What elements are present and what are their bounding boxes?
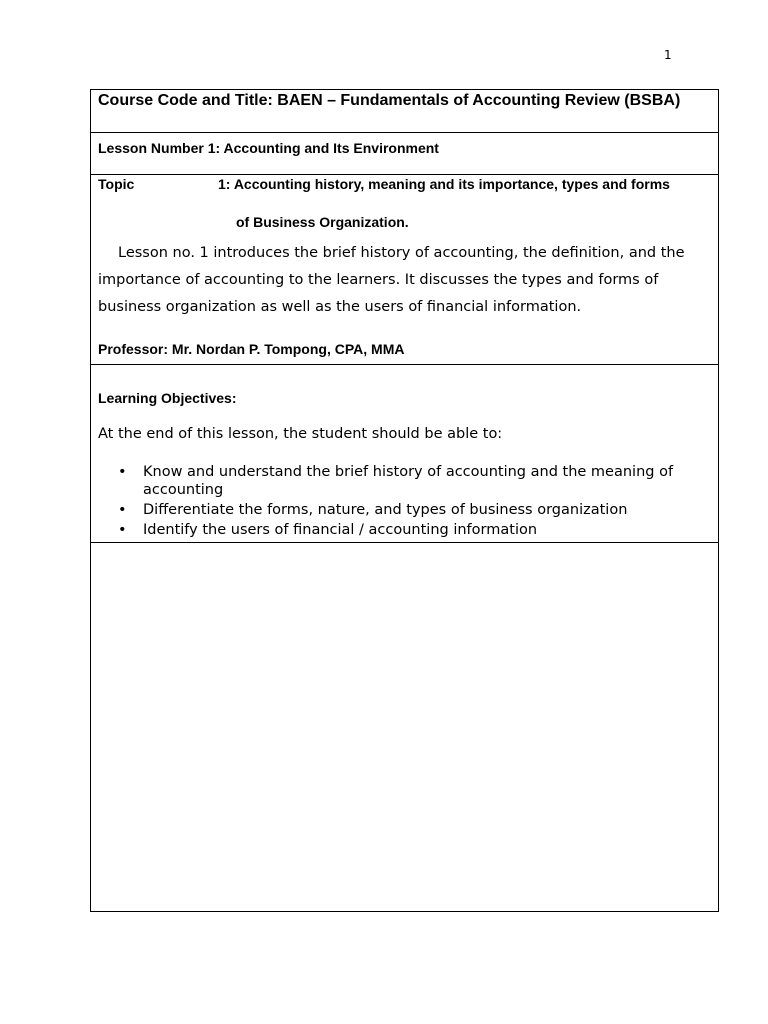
topic-label: Topic [98, 176, 135, 192]
topic-title-line-1: 1: Accounting history, meaning and its importance, types and forms [218, 176, 670, 192]
professor-name: Professor: Mr. Nordan P. Tompong, CPA, MMA [98, 341, 405, 357]
objectives-lead: At the end of this lesson, the student should be able to: [98, 426, 503, 442]
objectives-list [98, 463, 714, 541]
bullet-icon: • [118, 464, 127, 480]
list-item [98, 501, 714, 519]
empty-content-row [91, 542, 718, 911]
list-item [98, 521, 714, 539]
objective-text: Know and understand the brief history of accounting and the meaning of accounting [143, 464, 674, 498]
page-number: 1 [664, 48, 672, 62]
course-title: Course Code and Title: BAEN – Fundamentals of Accounting Review (BSBA) [98, 92, 681, 109]
objective-text: Differentiate the forms, nature, and types of business organization [143, 502, 628, 518]
objectives-heading: Learning Objectives: [98, 390, 237, 406]
lesson-title: Lesson Number 1: Accounting and Its Environment [98, 140, 439, 156]
lesson-introduction [98, 240, 714, 321]
objective-text: Identify the users of financial / accounting information [143, 522, 538, 538]
lesson-introduction-text: Lesson no. 1 introduces the brief history of accounting, the definition, and the importance of accounting to the learners. It discusses the types and forms of business organization as well as the users of financial information. [98, 245, 685, 315]
bullet-icon: • [118, 522, 127, 538]
bullet-icon: • [118, 502, 127, 518]
lesson-table [90, 89, 719, 912]
topic-title-line-2: of Business Organization. [236, 214, 409, 230]
list-item [98, 463, 714, 499]
